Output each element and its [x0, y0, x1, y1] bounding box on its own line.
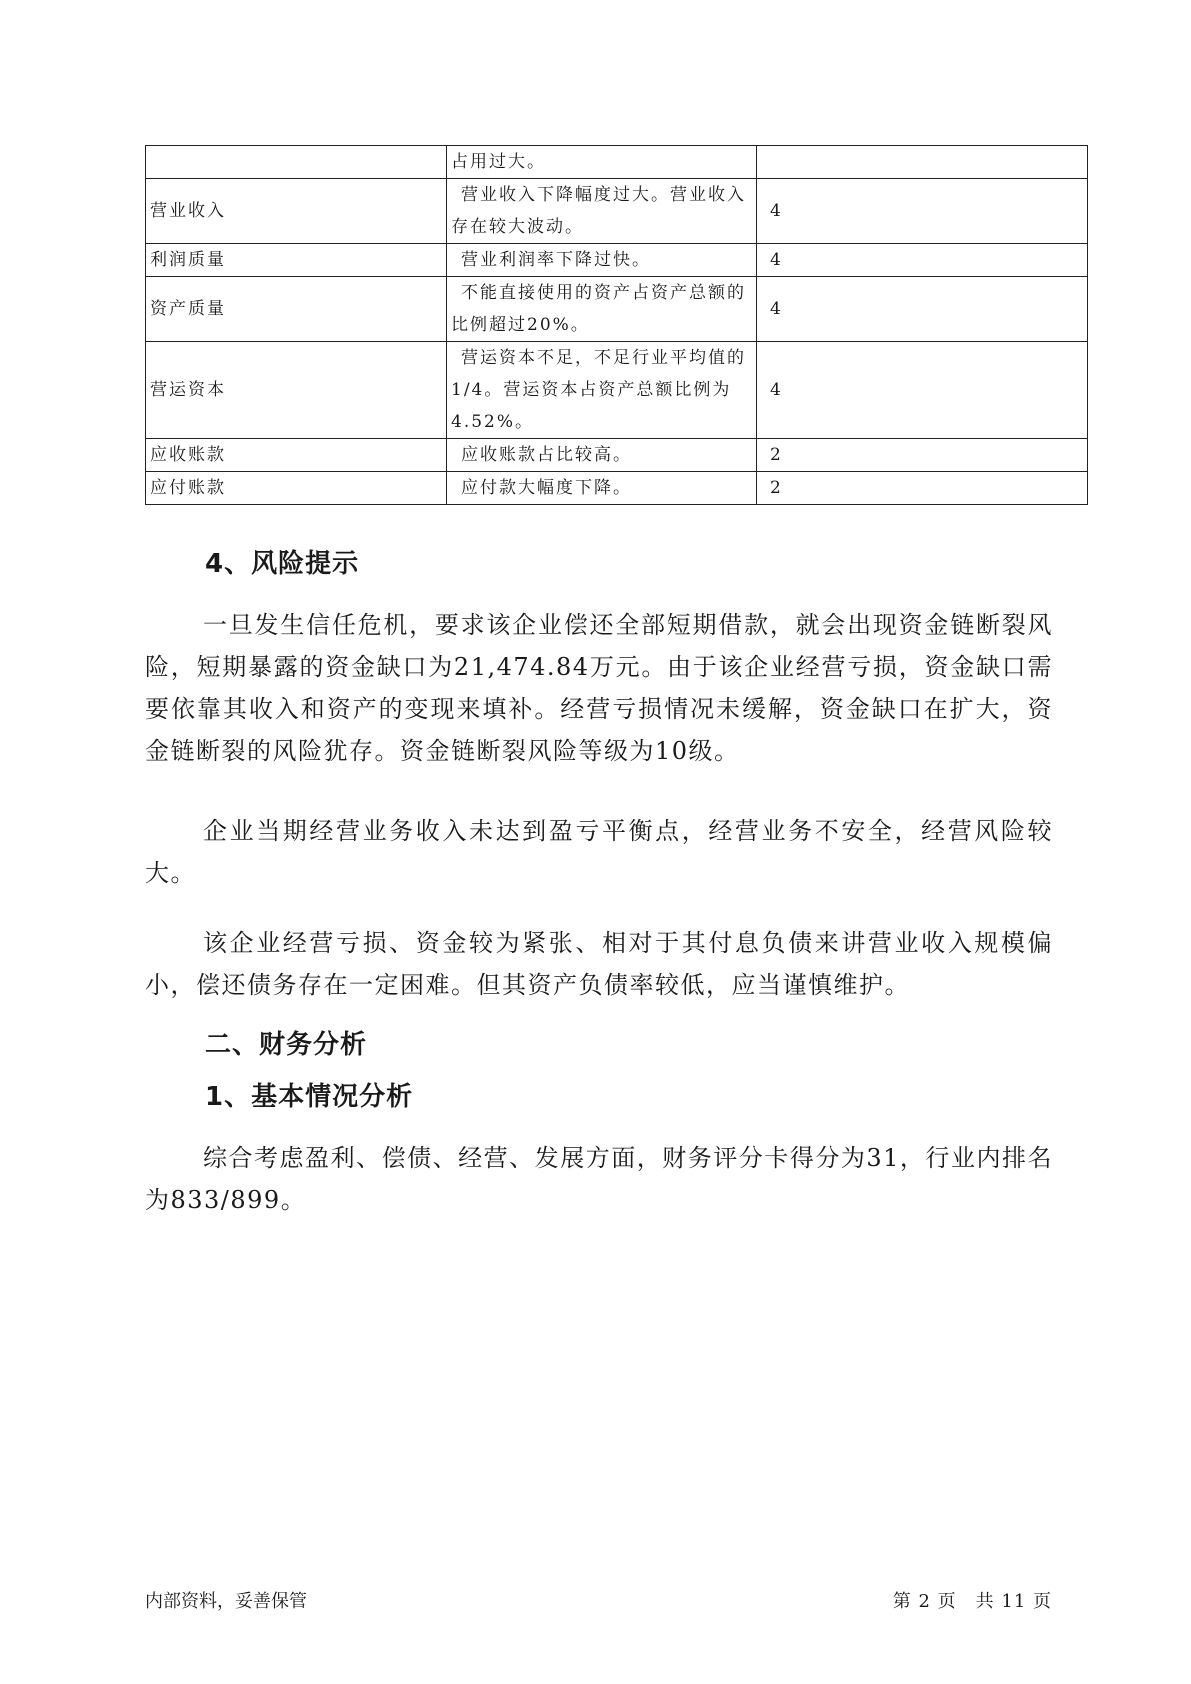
- cell-desc-text: 营业利润率下降过快。: [461, 250, 651, 270]
- finance-section-heading: 二、财务分析: [205, 1030, 368, 1060]
- risk-section-heading: 4、风险提示: [205, 549, 360, 579]
- table-cell-item: 资产质量: [146, 277, 447, 342]
- table-cell-item: [146, 146, 447, 179]
- table-cell-desc: [447, 277, 757, 342]
- footer-confidential-note: 内部资料，妥善保管: [145, 1591, 307, 1612]
- table-cell-level: 2: [757, 439, 1088, 472]
- table-row: [146, 179, 1088, 244]
- cell-desc-text: 不能直接使用的资产占资产总额的比例超过20%。: [451, 283, 746, 335]
- table-cell-level: 2: [757, 472, 1088, 505]
- risk-paragraph-2: 企业当期经营业务收入未达到盈亏平衡点，经营业务不安全，经营风险较大。: [145, 817, 1053, 887]
- table-cell-item: 应收账款: [146, 439, 447, 472]
- risk-indicator-table: [145, 145, 1088, 505]
- table-cell-level: [757, 146, 1088, 179]
- table-cell-level: 4: [757, 244, 1088, 277]
- table-row: [146, 342, 1088, 439]
- table-row: [146, 146, 1088, 179]
- table-cell-item: 利润质量: [146, 244, 447, 277]
- table-cell-item: 营运资本: [146, 342, 447, 439]
- table-cell-desc: [447, 244, 757, 277]
- cell-desc-text: 应付款大幅度下降。: [461, 478, 632, 498]
- table-cell-level: 4: [757, 277, 1088, 342]
- risk-paragraph-3: 该企业经营亏损、资金较为紧张、相对于其付息负债来讲营业收入规模偏小，偿还债务存在一定困难。但其资产负债率较低，应当谨慎维护。: [145, 929, 1053, 999]
- table-row: [146, 439, 1088, 472]
- table-cell-level: 4: [757, 179, 1088, 244]
- table-cell-level: 4: [757, 342, 1088, 439]
- table-cell-item: 应付账款: [146, 472, 447, 505]
- table-cell-desc: [447, 472, 757, 505]
- table-row: [146, 472, 1088, 505]
- footer-page-number: 第 2 页 共 11 页: [892, 1591, 1052, 1612]
- table-row: [146, 244, 1088, 277]
- table-cell-desc: [447, 146, 757, 179]
- table-cell-desc: [447, 439, 757, 472]
- table-row: [146, 277, 1088, 342]
- cell-desc-text: 应收账款占比较高。: [461, 445, 632, 465]
- basic-analysis-heading: 1、基本情况分析: [205, 1082, 414, 1112]
- table-cell-item: 营业收入: [146, 179, 447, 244]
- cell-desc-text: 占用过大。: [451, 152, 546, 172]
- basic-analysis-paragraph: 综合考虑盈利、偿债、经营、发展方面，财务评分卡得分为31，行业内排名为833/899。: [145, 1144, 1053, 1214]
- cell-desc-text: 营运资本不足，不足行业平均值的1/4。营运资本占资产总额比例为4.52%。: [451, 348, 746, 432]
- table-cell-desc: [447, 179, 757, 244]
- cell-desc-text: 营业收入下降幅度过大。营业收入存在较大波动。: [451, 185, 746, 237]
- table-cell-desc: [447, 342, 757, 439]
- risk-paragraph-1: 一旦发生信任危机，要求该企业偿还全部短期借款，就会出现资金链断裂风险，短期暴露的资金缺口为21,474.84万元。由于该企业经营亏损，资金缺口需要依靠其收入和资产的变现来填补。经营亏损情况未缓解，资金缺口在扩大，资金链断裂的风险犹存。资金链断裂风险等级为10级。: [145, 611, 1053, 765]
